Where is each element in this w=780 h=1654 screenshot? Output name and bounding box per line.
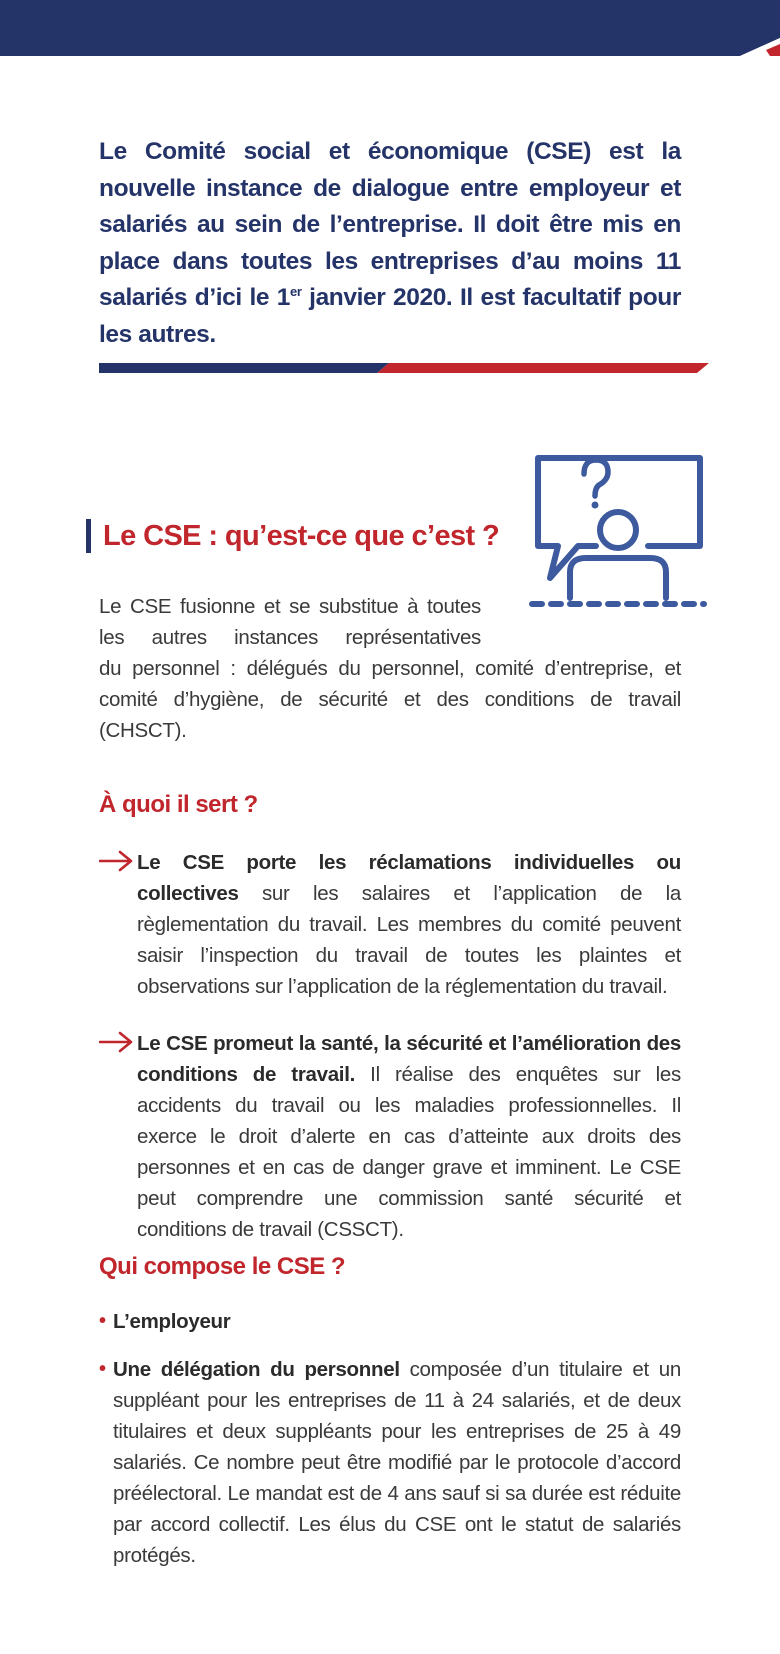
- list-item-text: Le CSE porte les réclamations individuelles ou collectives sur les salaires et l’application de la règlementation du travail. Les membres du comité peuvent saisir l’inspection du travail de toutes les plaintes et observations sur l’application de la réglementation du travail.: [137, 851, 681, 998]
- cse-definition-paragraph: [99, 591, 681, 746]
- heading-bar: [86, 519, 91, 553]
- bullet-text: L’employeur: [113, 1310, 231, 1333]
- section-title-text: Le CSE : qu’est-ce que c’est ?: [103, 519, 500, 552]
- list-item-text: Le CSE promeut la santé, la sécurité et l’amélioration des conditions de travail. Il réalise des enquêtes sur les accidents du travail ou les maladies professionnelles. Il exerce le droit d’alerte en cas d’atteinte aux droits des personnes et en cas de danger grave et imminent. Le CSE peut comprendre une commission santé sécurité et conditions de travail (CSSCT).: [137, 1032, 681, 1241]
- subtitle-who-composes: Qui compose le CSE ?: [99, 1253, 346, 1280]
- list-item: [99, 847, 681, 1002]
- bullet-dot: •: [99, 1358, 106, 1380]
- list-item: [99, 1028, 681, 1245]
- bullet-dot: •: [99, 1310, 106, 1332]
- bullet-item: [99, 1354, 681, 1571]
- arrow-right-icon: [99, 849, 133, 873]
- subtitle-what-for: À quoi il sert ?: [99, 791, 258, 818]
- navy-red-divider: [99, 361, 709, 375]
- section-title-what-is-cse: [86, 516, 499, 556]
- intro-paragraph: Le Comité social et économique (CSE) est la nouvelle instance de dialogue entre employeur et salariés au sein de l’entreprise. Il doit être mis en place dans toutes les entreprises d’au moins 11 salariés d’ici le 1er janvier 2020. Il est facultatif pour les autres.: [99, 138, 681, 348]
- paragraph-rest: du personnel : délégués du personnel, comité d’entreprise, et comité d’hygiène, de sécurité et des conditions de travail (CHSCT).: [99, 657, 681, 742]
- arrow-right-icon: [99, 1030, 133, 1054]
- top-banner: [0, 0, 780, 56]
- bullet-text: Une délégation du personnel composée d’un titulaire et un suppléant pour les entreprises de 11 à 24 salariés, et de deux titulaires et deux suppléants pour les entreprises de 25 à 49 salariés. Ce nombre peut être modifié par le protocole d’accord préélectoral. Le mandat est de 4 ans sauf si sa durée est réduite par accord collectif. Les élus du CSE ont le statut de salariés protégés.: [113, 1358, 681, 1567]
- bullet-item: [99, 1306, 681, 1337]
- paragraph-narrow-part: Le CSE fusionne et se substitue à toutes les autres instances représentatives: [99, 595, 481, 649]
